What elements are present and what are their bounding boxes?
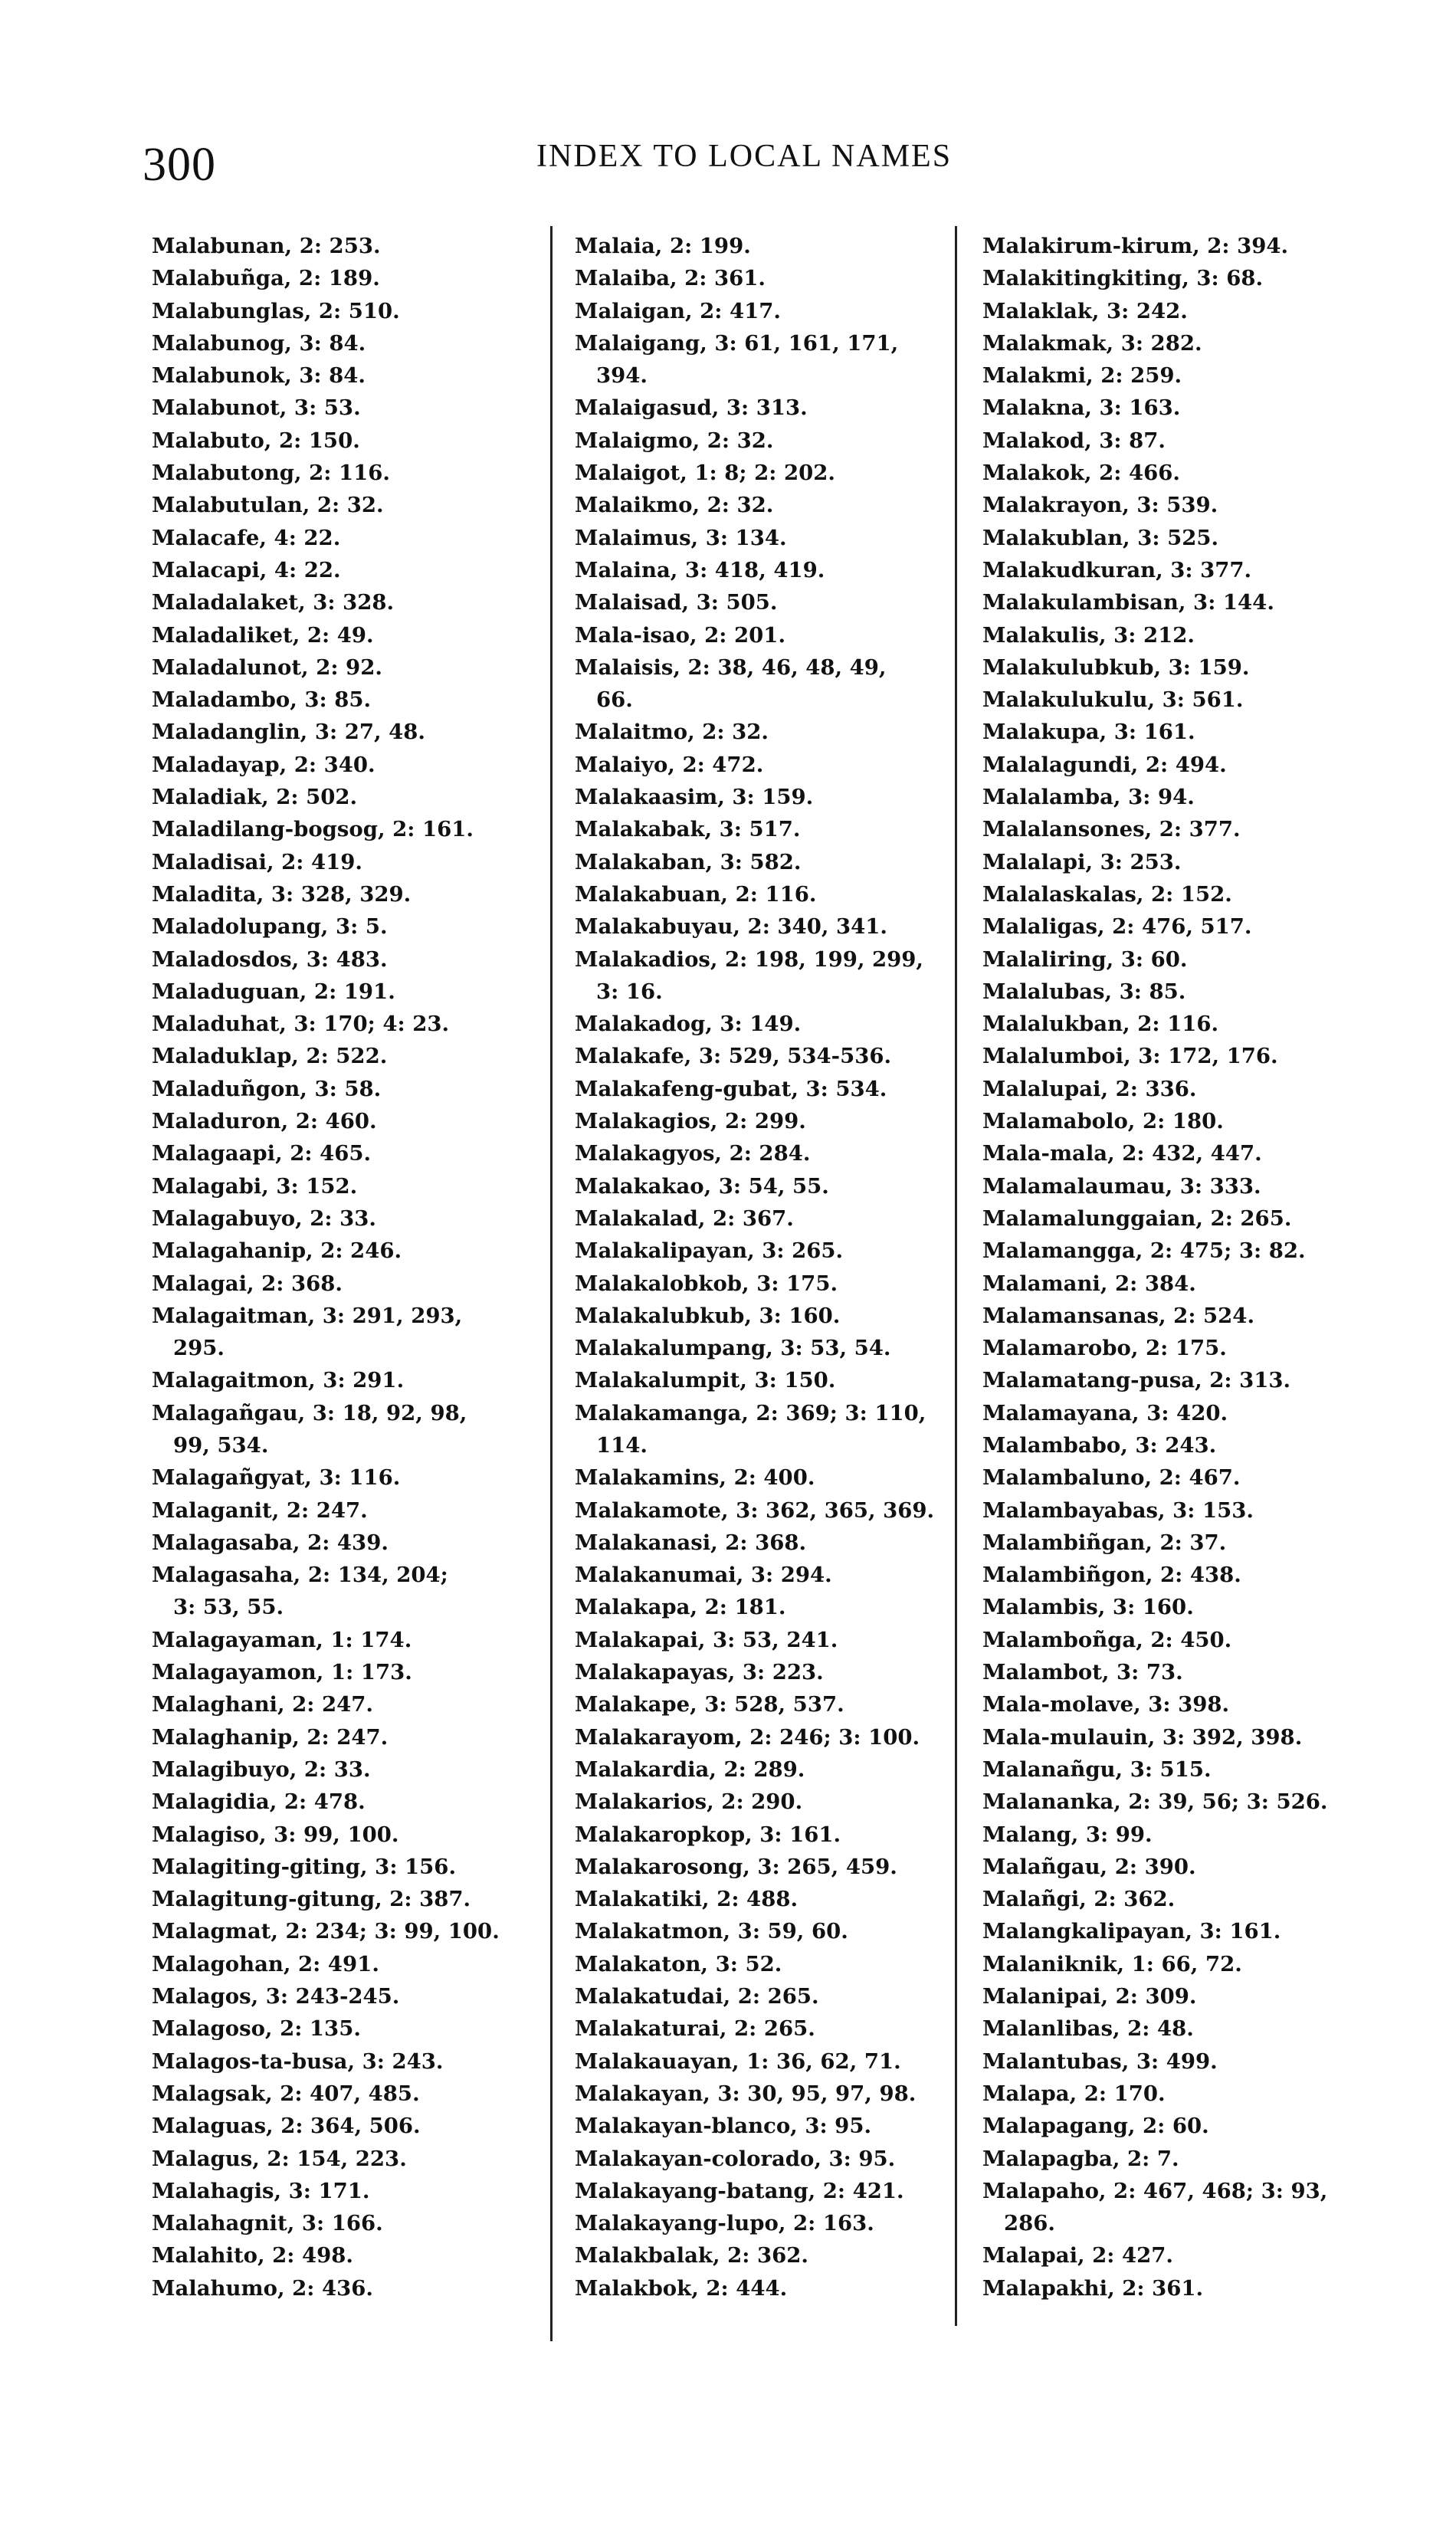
index-entry: Malakatmon, 3: 59, 60. (575, 1919, 848, 1944)
index-entry: Malakalipayan, 3: 265. (575, 1238, 844, 1264)
index-entry: Malagahanip, 2: 246. (152, 1238, 402, 1264)
index-entry: Mala-isao, 2: 201. (575, 622, 786, 648)
index-entry: Malaganit, 2: 247. (152, 1497, 368, 1523)
index-entry: Malagitung-gitung, 2: 387. (152, 1887, 471, 1912)
index-entry: Malagañgau, 3: 18, 92, 98, (152, 1400, 467, 1425)
index-entry: Malamatang-pusa, 2: 313. (982, 1368, 1291, 1393)
index-entry: Malamani, 2: 384. (982, 1271, 1196, 1296)
index-entry: Malagohan, 2: 491. (152, 1951, 379, 1976)
index-entry: Maladita, 3: 328, 329. (152, 881, 412, 907)
index-entry: Malamboñga, 2: 450. (982, 1627, 1232, 1652)
index-entry: Malagibuyo, 2: 33. (152, 1757, 371, 1782)
index-entry: Malalamba, 3: 94. (982, 785, 1195, 810)
index-entry: Maladuron, 2: 460. (152, 1109, 377, 1134)
index-entry: Malabutong, 2: 116. (152, 461, 390, 486)
index-entry: Malaigasud, 3: 313. (575, 395, 808, 421)
index-entry: Malakardia, 2: 289. (575, 1757, 805, 1782)
index-entry: Malakupa, 3: 161. (982, 720, 1195, 745)
index-entry: Malakape, 3: 528, 537. (575, 1692, 844, 1717)
index-entry: Malakarosong, 3: 265, 459. (575, 1854, 897, 1879)
index-entry: Malalagundi, 2: 494. (982, 752, 1227, 777)
index-entry: Malaikmo, 2: 32. (575, 493, 774, 518)
index-entry: Malaklak, 3: 242. (982, 298, 1188, 323)
index-entry: Malakanasi, 2: 368. (575, 1530, 807, 1555)
index-entry: Malakapayas, 3: 223. (575, 1660, 824, 1685)
index-entry: Malahito, 2: 498. (152, 2243, 353, 2268)
index-entry: Malakmak, 3: 282. (982, 330, 1202, 356)
index-entry: Malabunot, 3: 53. (152, 395, 361, 421)
index-entry: Maladambo, 3: 85. (152, 687, 372, 713)
index-entry: Malang, 3: 99. (982, 1822, 1153, 1847)
index-entry: Malaimus, 3: 134. (575, 525, 787, 550)
index-entry: Malapakhi, 2: 361. (982, 2275, 1204, 2301)
index-entry: Malambaluno, 2: 467. (982, 1465, 1241, 1491)
index-entry: Malakamins, 2: 400. (575, 1465, 815, 1491)
index-entry-continuation: 3: 16. (596, 979, 663, 1004)
index-entry: Malaigmo, 2: 32. (575, 428, 774, 453)
index-entry: Malakamote, 3: 362, 365, 369. (575, 1497, 935, 1523)
index-entry: Malapa, 2: 170. (982, 2081, 1166, 2106)
index-entry: Malakayan-blanco, 3: 95. (575, 2114, 872, 2139)
index-column-2 (575, 230, 966, 2304)
column-divider-left (550, 226, 553, 2341)
index-entry: Malambiñgan, 2: 37. (982, 1530, 1227, 1555)
index-entry: Malakalubkub, 3: 160. (575, 1303, 841, 1328)
index-entry: Malaghani, 2: 247. (152, 1692, 373, 1717)
index-entry: Malalukban, 2: 116. (982, 1012, 1219, 1037)
index-entry: Malaiyo, 2: 472. (575, 752, 764, 777)
index-entry: Malakanumai, 3: 294. (575, 1563, 832, 1588)
index-entry: Malamarobo, 2: 175. (982, 1336, 1227, 1361)
index-entry: Malagayaman, 1: 174. (152, 1627, 412, 1652)
index-entry: Malakapa, 2: 181. (575, 1595, 786, 1620)
index-entry: Malañgau, 2: 390. (982, 1854, 1196, 1879)
index-entry: Malabunan, 2: 253. (152, 234, 381, 258)
index-entry: Malaiba, 2: 361. (575, 266, 766, 291)
index-entry: Malakbok, 2: 444. (575, 2275, 788, 2301)
index-entry: Malaigot, 1: 8; 2: 202. (575, 461, 835, 486)
index-entry: Malakod, 3: 87. (982, 428, 1166, 453)
index-entry: Malakulambisan, 3: 144. (982, 590, 1274, 615)
index-entry: Malakakao, 3: 54, 55. (575, 1173, 829, 1199)
index-entry: Malakalumpit, 3: 150. (575, 1368, 836, 1393)
index-entry: Malabutulan, 2: 32. (152, 493, 384, 518)
index-entry: Malacafe, 4: 22. (152, 525, 341, 550)
index-entry: Malakamanga, 2: 369; 3: 110, (575, 1400, 926, 1425)
index-entry: Mala-molave, 3: 398. (982, 1692, 1230, 1717)
index-entry: Maladanglin, 3: 27, 48. (152, 720, 425, 745)
index-entry: Malabunglas, 2: 510. (152, 298, 400, 323)
index-entry: Maladosdos, 3: 483. (152, 946, 388, 972)
index-entry: Malakulukulu, 3: 561. (982, 687, 1244, 713)
index-entry: Maladayap, 2: 340. (152, 752, 375, 777)
index-column-3 (982, 230, 1381, 2304)
index-entry: Malakauayan, 1: 36, 62, 71. (575, 2048, 901, 2074)
index-entry: Malabunok, 3: 84. (152, 363, 366, 389)
index-entry: Malamangga, 2: 475; 3: 82. (982, 1238, 1306, 1264)
index-entry: Malakaropkop, 3: 161. (575, 1822, 841, 1847)
index-entry: Maladalaket, 3: 328. (152, 590, 395, 615)
index-entry: Malangkalipayan, 3: 161. (982, 1919, 1281, 1944)
index-entry: Malahagnit, 3: 166. (152, 2211, 383, 2236)
index-entry: Mala-mulauin, 3: 392, 398. (982, 1724, 1303, 1750)
index-entry: Maladilang-bogsog, 2: 161. (152, 817, 474, 842)
index-entry: Malapagang, 2: 60. (982, 2114, 1209, 2139)
index-entry: Maladaliket, 2: 49. (152, 622, 374, 648)
index-entry: Malañgi, 2: 362. (982, 1887, 1176, 1912)
index-entry: Malapaho, 2: 467, 468; 3: 93, (982, 2178, 1328, 2203)
index-entry: Malalapi, 3: 253. (982, 849, 1182, 874)
index-entry: Malakayan, 3: 30, 95, 97, 98. (575, 2081, 917, 2106)
index-entry: Malananka, 2: 39, 56; 3: 526. (982, 1789, 1328, 1815)
index-entry: Malahumo, 2: 436. (152, 2275, 373, 2301)
index-entry: Malakna, 3: 163. (982, 395, 1181, 421)
index-entry: Maladuguan, 2: 191. (152, 979, 395, 1004)
index-entry: Malantubas, 3: 499. (982, 2048, 1218, 2074)
index-entry: Malacapi, 4: 22. (152, 557, 341, 582)
index-entry: Malaigan, 2: 417. (575, 298, 781, 323)
index-entry: Mala-mala, 2: 432, 447. (982, 1141, 1262, 1166)
index-entry-continuation: 3: 53, 55. (173, 1595, 284, 1620)
index-entry: Malakabuan, 2: 116. (575, 881, 817, 907)
index-entry: Malakagyos, 2: 284. (575, 1141, 811, 1166)
index-entry: Malalubas, 3: 85. (982, 979, 1186, 1004)
index-entry: Malakagios, 2: 299. (575, 1109, 806, 1134)
index-entry: Malamansanas, 2: 524. (982, 1303, 1255, 1328)
index-entry-continuation: 114. (596, 1432, 648, 1458)
index-entry: Malakatudai, 2: 265. (575, 1984, 819, 2009)
index-entry: Malaigang, 3: 61, 161, 171, (575, 330, 899, 356)
index-entry: Malalaskalas, 2: 152. (982, 881, 1232, 907)
index-entry: Malagiso, 3: 99, 100. (152, 1822, 399, 1847)
index-entry: Malaisis, 2: 38, 46, 48, 49, (575, 654, 887, 680)
running-title: INDEX TO LOCAL NAMES (536, 139, 953, 174)
index-entry: Malakaban, 3: 582. (575, 849, 802, 874)
index-entry: Malabuto, 2: 150. (152, 428, 360, 453)
index-entry-continuation: 99, 534. (173, 1432, 269, 1458)
index-entry: Malambiñgon, 2: 438. (982, 1563, 1241, 1588)
page-number: 300 (143, 139, 216, 191)
index-entry: Malaitmo, 2: 32. (575, 720, 769, 745)
index-entry: Malagaitmon, 3: 291. (152, 1368, 405, 1393)
index-entry: Malanipai, 2: 309. (982, 1984, 1197, 2009)
index-entry: Malakatiki, 2: 488. (575, 1887, 799, 1912)
index-entry: Malaghanip, 2: 247. (152, 1724, 389, 1750)
index-entry: Malakaasim, 3: 159. (575, 785, 814, 810)
index-entry: Malakulubkub, 3: 159. (982, 654, 1250, 680)
index-entry: Maladuñgon, 3: 58. (152, 1076, 382, 1101)
index-entry: Maladuklap, 2: 522. (152, 1044, 388, 1069)
index-entry: Malambis, 3: 160. (982, 1595, 1194, 1620)
index-entry: Malabuñga, 2: 189. (152, 266, 380, 291)
index-entry: Malakafe, 3: 529, 534-536. (575, 1044, 892, 1069)
index-entry: Malakitingkiting, 3: 68. (982, 266, 1264, 291)
index-entry: Malakaturai, 2: 265. (575, 2016, 815, 2042)
index-entry: Malagasaha, 2: 134, 204; (152, 1563, 448, 1588)
index-column-1 (152, 230, 543, 2304)
index-entry: Malapagba, 2: 7. (982, 2146, 1179, 2171)
index-entry: Malagidia, 2: 478. (152, 1789, 366, 1815)
index-entry: Malambabo, 3: 243. (982, 1432, 1217, 1458)
index-entry: Malagabuyo, 2: 33. (152, 1205, 376, 1231)
index-entry: Malamabolo, 2: 180. (982, 1109, 1224, 1134)
index-entry: Malaina, 3: 418, 419. (575, 557, 825, 582)
index-entry-continuation: 286. (1004, 2211, 1055, 2236)
index-entry: Malakaton, 3: 52. (575, 1951, 782, 1976)
index-entry: Malaisad, 3: 505. (575, 590, 778, 615)
index-entry: Malakayang-lupo, 2: 163. (575, 2211, 874, 2236)
index-entry-continuation: 295. (173, 1336, 225, 1361)
index-entry: Malakarios, 2: 290. (575, 1789, 803, 1815)
index-entry: Malagmat, 2: 234; 3: 99, 100. (152, 1919, 500, 1944)
index-entry: Maladuhat, 3: 170; 4: 23. (152, 1012, 450, 1037)
index-entry: Maladisai, 2: 419. (152, 849, 362, 874)
index-entry: Maladalunot, 2: 92. (152, 654, 382, 680)
index-entry: Malagoso, 2: 135. (152, 2016, 361, 2042)
index-entry: Malagañgyat, 3: 116. (152, 1465, 401, 1491)
index-entry: Malakublan, 3: 525. (982, 525, 1219, 550)
index-entry: Maladolupang, 3: 5. (152, 914, 388, 940)
index-entry: Malakabuyau, 2: 340, 341. (575, 914, 887, 940)
index-entry: Malagayamon, 1: 173. (152, 1660, 412, 1685)
index-entry: Malakmi, 2: 259. (982, 363, 1182, 389)
index-entry: Malakayang-batang, 2: 421. (575, 2178, 904, 2203)
index-entry: Malagos-ta-busa, 3: 243. (152, 2048, 444, 2074)
index-entry: Malaia, 2: 199. (575, 234, 751, 258)
index-entry: Malakalumpang, 3: 53, 54. (575, 1336, 891, 1361)
index-entry: Malakayan-colorado, 3: 95. (575, 2146, 896, 2171)
index-entry: Malakarayom, 2: 246; 3: 100. (575, 1724, 920, 1750)
index-entry: Malamalunggaian, 2: 265. (982, 1205, 1292, 1231)
index-entry: Malagai, 2: 368. (152, 1271, 343, 1296)
index-entry: Malahagis, 3: 171. (152, 2178, 370, 2203)
index-entry: Malamayana, 3: 420. (982, 1400, 1228, 1425)
index-entry: Malakalobkob, 3: 175. (575, 1271, 838, 1296)
index-entry: Malalansones, 2: 377. (982, 817, 1241, 842)
index-entry: Malakirum-kirum, 2: 394. (982, 234, 1289, 258)
index-entry: Malaliring, 3: 60. (982, 946, 1188, 972)
index-entry: Malagaitman, 3: 291, 293, (152, 1303, 463, 1328)
index-entry: Malakulis, 3: 212. (982, 622, 1195, 648)
index-entry: Malaguas, 2: 364, 506. (152, 2114, 421, 2139)
index-entry: Malakudkuran, 3: 377. (982, 557, 1252, 582)
index-entry: Malamalaumau, 3: 333. (982, 1173, 1261, 1199)
index-entry: Malanlibas, 2: 48. (982, 2016, 1194, 2042)
index-entry: Malakalad, 2: 367. (575, 1205, 794, 1231)
index-entry-continuation: 394. (596, 363, 648, 389)
index-entry: Malapai, 2: 427. (982, 2243, 1174, 2268)
index-entry: Malambot, 3: 73. (982, 1660, 1183, 1685)
index-entry: Malaniknik, 1: 66, 72. (982, 1951, 1242, 1976)
index-entry: Malakafeng-gubat, 3: 534. (575, 1076, 887, 1101)
index-entry: Malagos, 3: 243-245. (152, 1984, 400, 2009)
index-entry: Malakok, 2: 466. (982, 461, 1180, 486)
index-entry: Malaligas, 2: 476, 517. (982, 914, 1252, 940)
index-entry: Malagsak, 2: 407, 485. (152, 2081, 420, 2106)
index-entry: Malagiting-giting, 3: 156. (152, 1854, 457, 1879)
index-entry: Malakapai, 3: 53, 241. (575, 1627, 838, 1652)
index-entry: Malakadios, 2: 198, 199, 299, (575, 946, 923, 972)
index-entry: Malabunog, 3: 84. (152, 330, 366, 356)
index-entry: Maladiak, 2: 502. (152, 785, 358, 810)
index-entry: Malagasaba, 2: 439. (152, 1530, 389, 1555)
index-entry: Malagaapi, 2: 465. (152, 1141, 372, 1166)
index-entry-continuation: 66. (596, 687, 633, 713)
index-entry: Malambayabas, 3: 153. (982, 1497, 1254, 1523)
index-entry: Malalupai, 2: 336. (982, 1076, 1197, 1101)
index-entry: Malalumboi, 3: 172, 176. (982, 1044, 1278, 1069)
index-entry: Malagabi, 3: 152. (152, 1173, 358, 1199)
index-entry: Malakabak, 3: 517. (575, 817, 801, 842)
index-entry: Malakrayon, 3: 539. (982, 493, 1218, 518)
index-entry: Malanañgu, 3: 515. (982, 1757, 1212, 1782)
index-entry: Malakadog, 3: 149. (575, 1012, 802, 1037)
index-entry: Malagus, 2: 154, 223. (152, 2146, 407, 2171)
index-entry: Malakbalak, 2: 362. (575, 2243, 808, 2268)
